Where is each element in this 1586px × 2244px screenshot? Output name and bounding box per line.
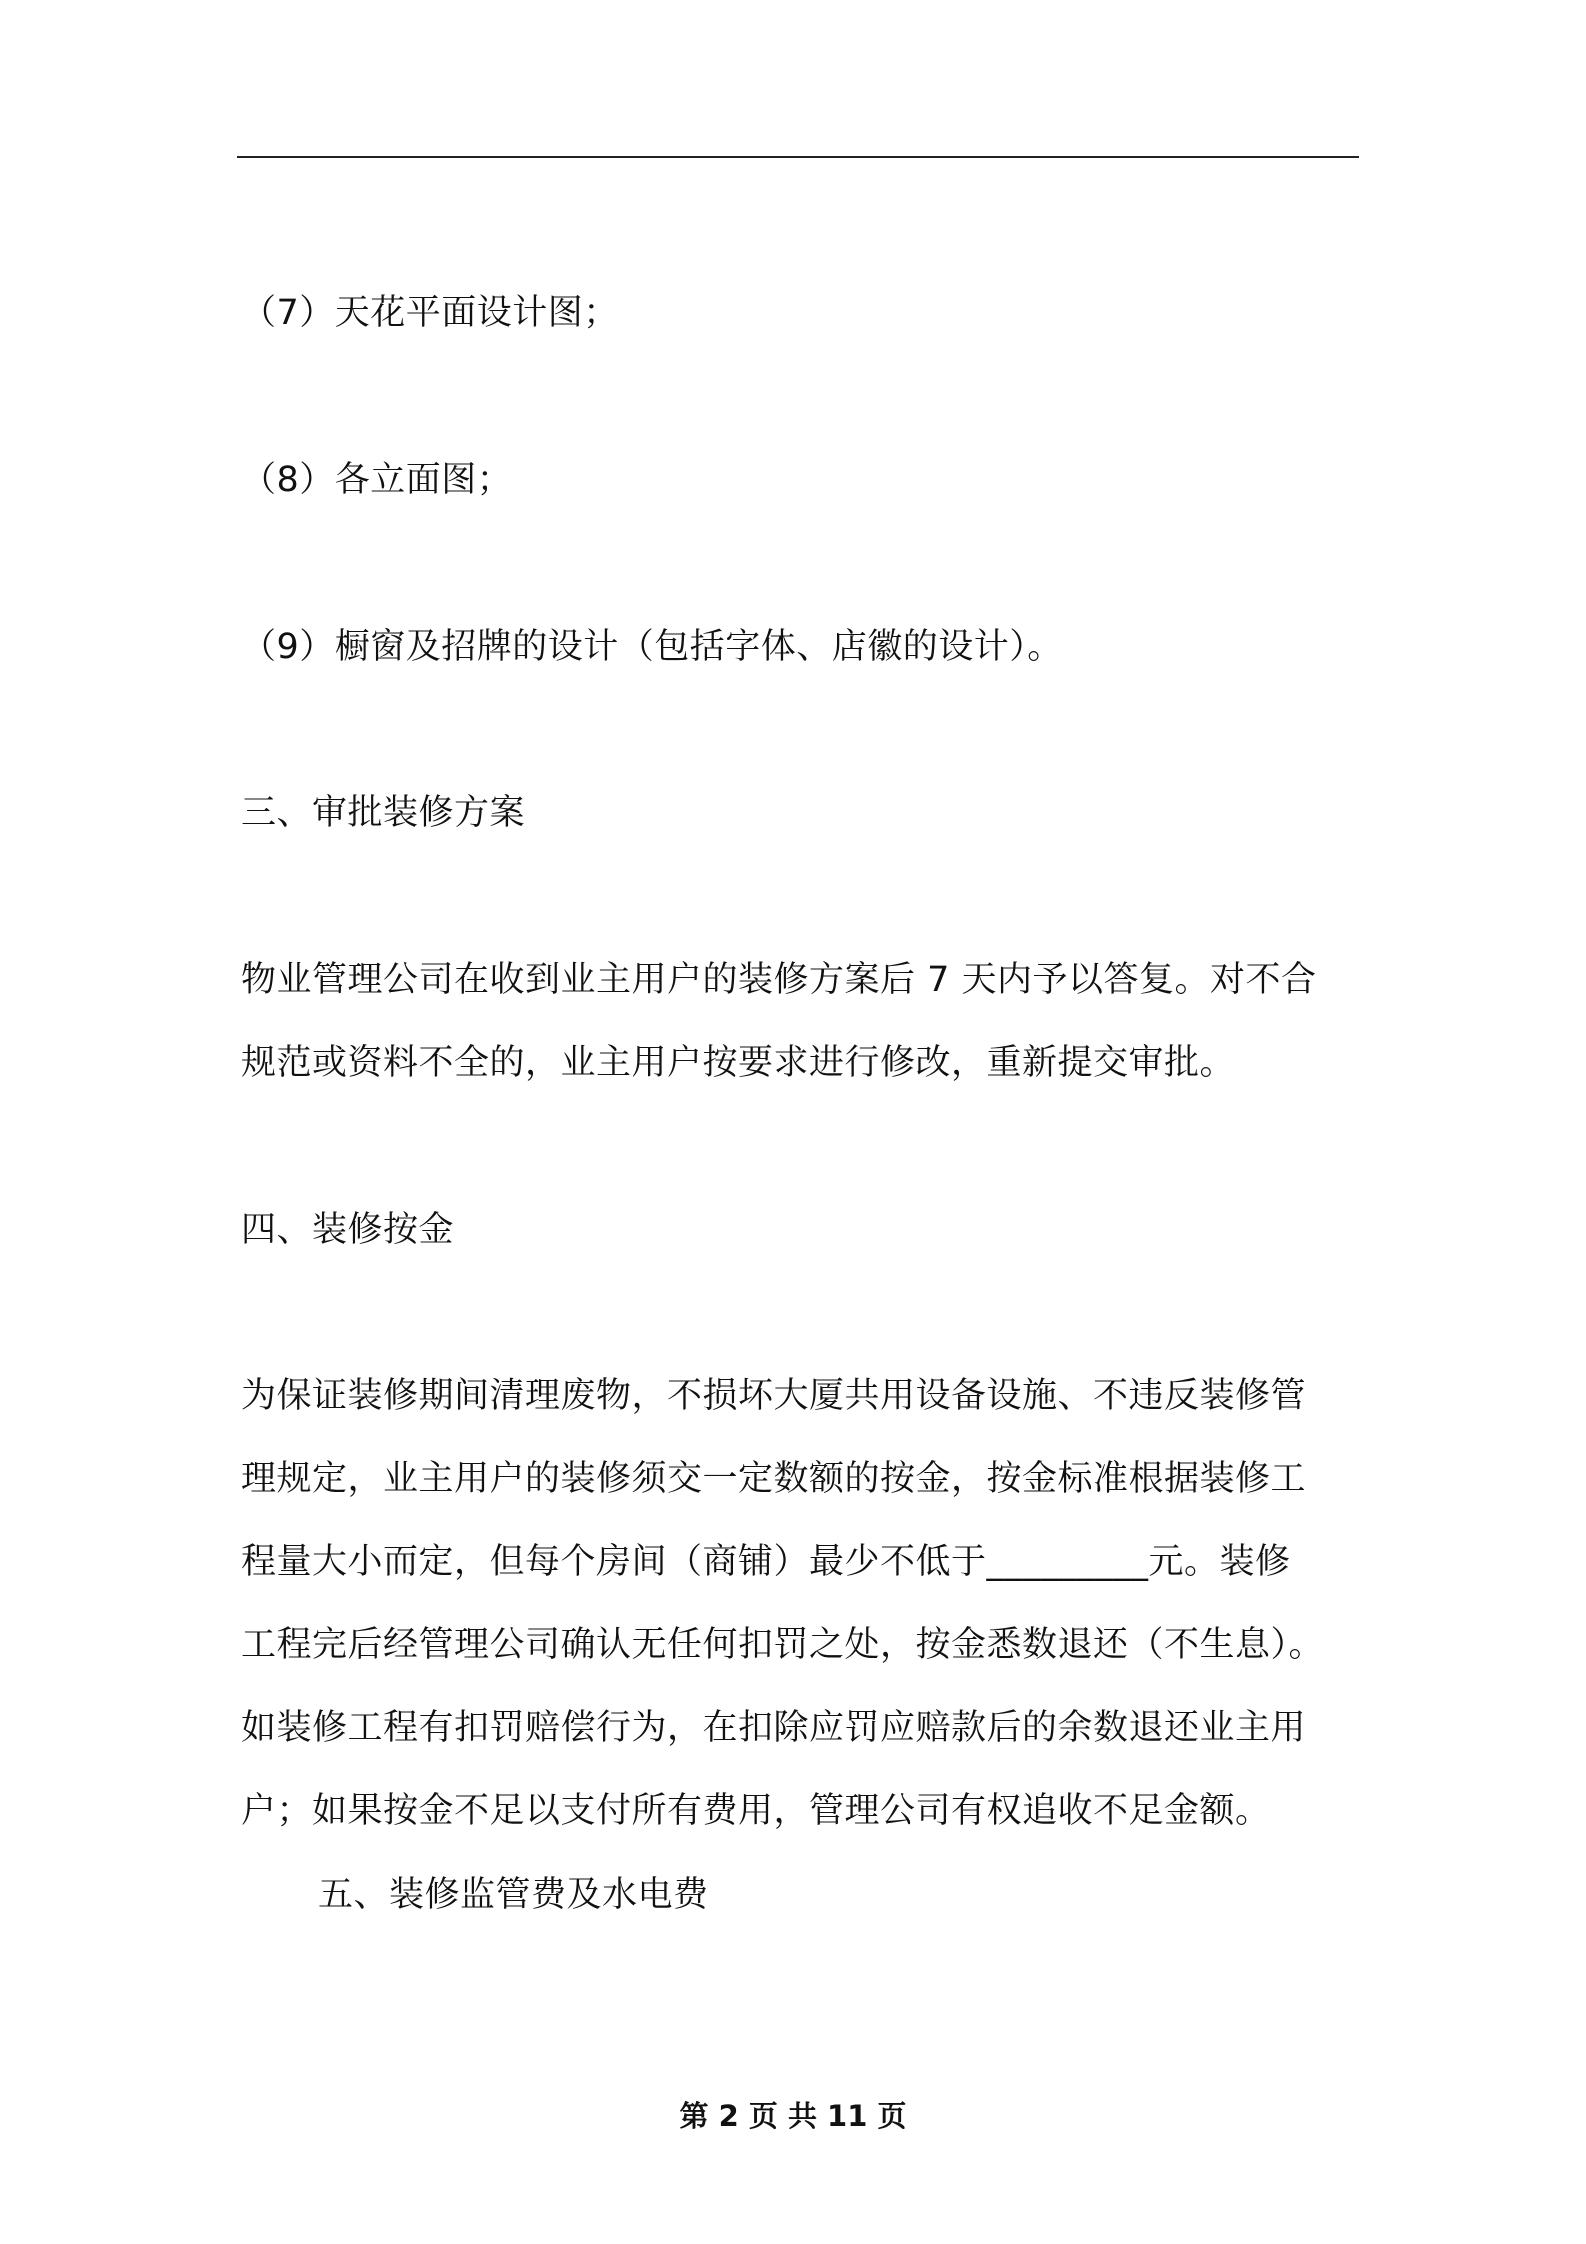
paragraph-line: 户；如果按金不足以支付所有费用，管理公司有权追收不足金额。 [241, 1791, 1271, 1831]
list-item-7: （7）天花平面设计图； [241, 293, 619, 333]
paragraph-line: 工程完后经管理公司确认无任何扣罚之处，按金悉数退还（不生息）。 [241, 1625, 1325, 1665]
paragraph-line: 为保证装修期间清理废物，不损坏大厦共用设备设施、不违反装修管 [241, 1376, 1307, 1416]
paragraph-line: 物业管理公司在收到业主用户的装修方案后 7 天内予以答复。对不合 [241, 960, 1317, 1000]
list-item-9: （9）橱窗及招牌的设计（包括字体、店徽的设计）。 [241, 627, 1063, 667]
list-item-8: （8）各立面图； [241, 460, 513, 500]
header-rule [237, 156, 1359, 158]
section-heading-deposit: 四、装修按金 [241, 1210, 455, 1250]
page-number: 第 2 页 共 11 页 [679, 2099, 907, 2133]
paragraph-line: 程量大小而定，但每个房间（商铺）最少不低于_________元。装修 [241, 1542, 1291, 1582]
paragraph-line: 如装修工程有扣罚赔偿行为，在扣除应罚应赔款后的余数退还业主用 [241, 1708, 1307, 1748]
section-heading-approval: 三、审批装修方案 [241, 793, 526, 833]
section-heading-fees: 五、装修监管费及水电费 [318, 1875, 709, 1915]
paragraph-line: 理规定，业主用户的装修须交一定数额的按金，按金标准根据装修工 [241, 1459, 1307, 1499]
paragraph-line: 规范或资料不全的，业主用户按要求进行修改，重新提交审批。 [241, 1043, 1236, 1083]
